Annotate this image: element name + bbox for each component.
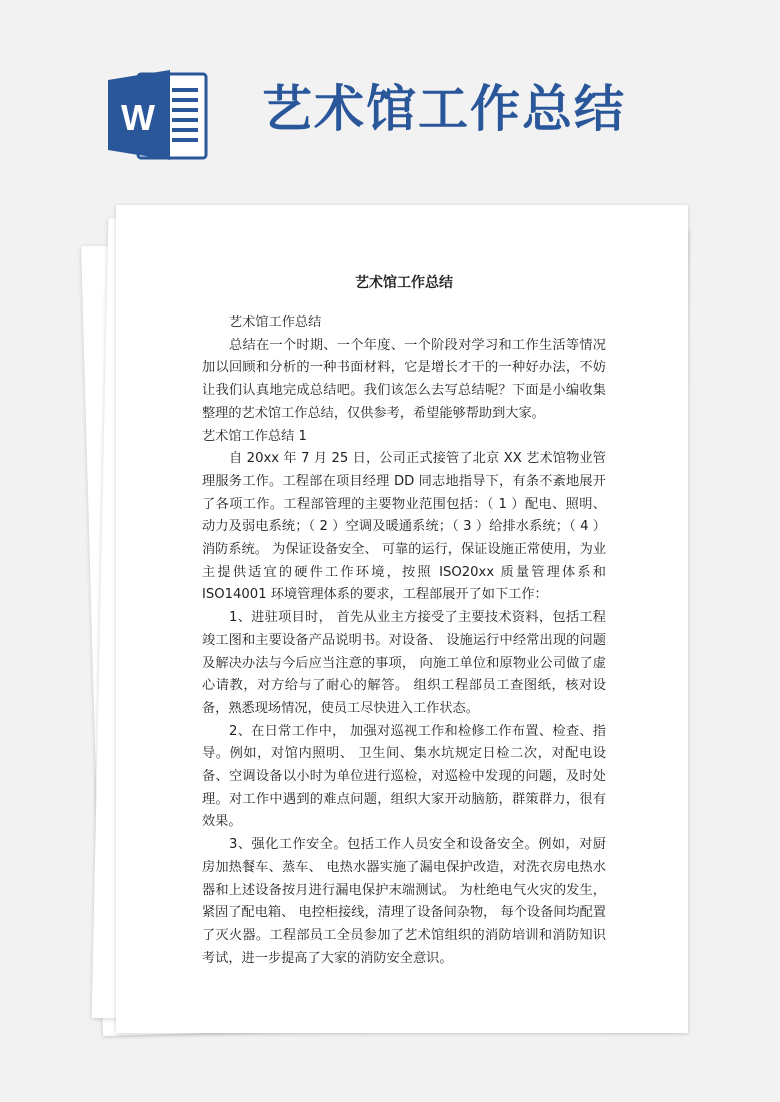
document-content	[202, 270, 606, 970]
intro-paragraph: 总结在一个时期、一个年度、一个阶段对学习和工作生活等情况加以回顾和分析的一种书面材料，它是增长才干的一种好办法，不妨让我们认真地完成总结吧。我们该怎么去写总结呢？下面是小编收集整理的艺术馆工作总结，仅供参考，希望能够帮助到大家。	[202, 337, 606, 421]
body-paragraph: 1、进驻项目时， 首先从业主方接受了主要技术资料，包括工程竣工图和主要设备产品说明书。对设备、 设施运行中经常出现的问题及解决办法与今后应当注意的事项， 向施工单位和原物业公司做了虚心请教，对方给与了耐心的解答。 组织工程部员工查图纸，核对设备，熟悉现场情况，使员工尽快进入工作状态。	[202, 610, 606, 716]
section-heading: 艺术馆工作总结 1	[202, 428, 307, 444]
word-document-icon	[108, 68, 208, 162]
page-title: 艺术馆工作总结	[355, 275, 453, 291]
word-icon-letter: W	[121, 97, 155, 138]
body-paragraph: 2、在日常工作中， 加强对巡视工作和检修工作布置、检查、指导。例如，对馆内照明、 卫生间、集水坑规定日检二次，对配电设备、空调设备以小时为单位进行巡检，对巡检中发现的问题，及时处理。对工作中遇到的难点问题，组织大家开动脑筋，群策群力，很有效果。	[202, 723, 606, 830]
body-paragraph: 自 20xx 年 7 月 25 日，公司正式接管了北京 XX 艺术馆物业管理服务工作。工程部在项目经理 DD 同志地指导下，有条不紊地展开了各项工作。工程部管理的主要物业范围包括：（ 1 ）配电、照明、动力及弱电系统；（ 2 ）空调及暖通系统；（ 3 ）给排水系统；（ 4 ）消防系统。 为保证设备安全、 可靠的运行，保证设施正常使用，为业主提供适宜的硬件工作环境，按照 ISO20xx 质量管理体系和 ISO14001 环境管理体系的要求，工程部展开了如下工作：	[202, 451, 607, 603]
banner-header	[0, 0, 780, 200]
body-paragraph: 3、强化工作安全。包括工作人员安全和设备安全。例如，对厨房加热餐车、蒸车、 电热水器实施了漏电保护改造，对洗衣房电热水器和上述设备按月进行漏电保护末端测试。 为杜绝电气火灾的发生， 紧固了配电箱、 电控柜接线，清理了设备间杂物， 每个设备间均配置了灭火器。工程部员工全员参加了艺术馆组织的消防培训和消防知识考试，进一步提高了大家的消防安全意识。	[202, 837, 607, 966]
banner-title: 艺术馆工作总结	[262, 80, 626, 138]
subtitle-paragraph: 艺术馆工作总结	[229, 315, 322, 330]
